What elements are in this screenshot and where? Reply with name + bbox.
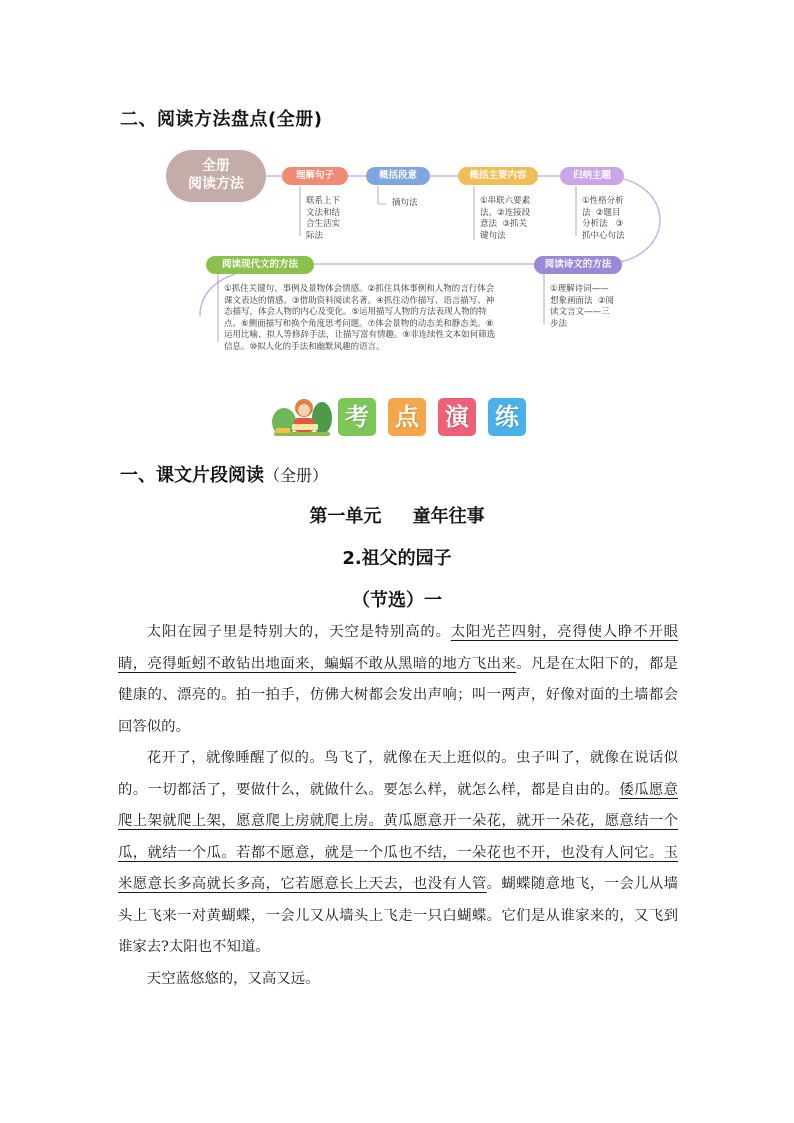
node-modern-text-method: 阅读现代文的方法 [206, 256, 314, 274]
section1-heading-main: 一、课文片段阅读 [120, 465, 264, 486]
unit-title: 第一单元 童年往事 [309, 506, 485, 527]
node-theme: 归纳主题 [560, 167, 624, 185]
paragraph-2 [118, 743, 678, 964]
leaf-paragraph-summary: 摘句法 [392, 198, 418, 208]
section1-heading-sub: （全册） [264, 466, 329, 485]
p1-text-a: 太阳在园子里是特别大的，天空是特别高的。 [146, 624, 451, 640]
excerpt-title: （节选）一 [352, 590, 442, 611]
tile-dian: 点 [388, 398, 426, 436]
section2-heading: 二、阅读方法盘点(全册) [120, 109, 323, 130]
leaf-understand-sentence: 联系上下 文法和结 合生活实 际法 [306, 196, 341, 241]
reading-girl-illustration [270, 392, 334, 438]
tile-yan: 演 [438, 398, 476, 436]
tile-kao: 考 [338, 398, 376, 436]
node-main-content: 概括主要内容 [458, 167, 538, 185]
node-understand-sentence: 理解句子 [282, 167, 348, 185]
leaf-poetry-method: ①理解诗词—— 想象画面法 ②阅 读文言文——三 步法 [550, 284, 615, 329]
p1-text-b: 。凡是在太阳下的，都是健康的、漂亮的。拍一拍手，仿佛大树都会发出声响；叫一两声，好像对面的土墙都会回答似的。 [118, 655, 678, 735]
p2-text-a: 花开了，就像睡醒了似的。鸟飞了，就像在天上逛似的。虫子叫了，就像在说话似的。一切都活了，要做什么，就做什么。要怎么样，就怎么样，都是自由的。 [118, 750, 678, 798]
lesson-title: 2.祖父的园子 [342, 548, 452, 569]
leaf-bracket-2 [378, 186, 386, 204]
mindmap-root [166, 150, 266, 202]
leaf-modern-text-method: ①抓住关键句、事例及景物体会情感。②抓住具体事例和人物的言行体会 课文表达的情感。③借助资料阅读名著。④抓住动作描写、语言描写、神 态描写，体会人物的内心及变化。⑤运用描写人物的方法表现人物的特 点。⑥侧面描写和换个角度思考问题。⑦体会景物的动态美和静态美。⑧ 运用比喻、拟人等修辞手法，让描写富有情趣。⑨非连续性文本如何筛选 信息。⑩拟人化的手法和幽默风趣的语言。 [224, 284, 496, 352]
node-paragraph-summary: 概括段意 [366, 167, 430, 185]
paragraph-3: 天空蓝悠悠的，又高又远。 [146, 970, 320, 987]
leaf-theme: ①性格分析 法 ②题目 分析法 ③ 抓中心句法 [582, 196, 625, 241]
node-poetry-method: 阅读诗文的方法 [534, 256, 622, 274]
tile-lian: 练 [488, 398, 526, 436]
leaf-main-content: ①串联六要素 法。②连接段 意法 ③抓关 键句法 [480, 196, 531, 241]
section1-heading [120, 461, 328, 487]
practice-banner [270, 392, 528, 438]
p2-underlined: 倭瓜愿意爬上架就爬上架，愿意爬上房就爬上房。黄瓜愿意开一朵花，就开一朵花，愿意结一个瓜，就结一个瓜。若都不愿意，就是一个瓜也不结，一朵花也不开，也没有人问它。玉米愿意长多高就长多高，它若愿意长上天去，也没有人管 [118, 781, 678, 892]
reading-methods-mindmap [160, 146, 690, 366]
root-line1: 全册 [202, 158, 230, 174]
excerpt-text [118, 617, 678, 995]
root-line2: 阅读方法 [188, 176, 244, 192]
paragraph-1 [118, 617, 678, 743]
p1-underlined: 太阳光芒四射，亮得使人睁不开眼睛，亮得蚯蚓不敢钻出地面来，蝙蝠不敢从黑暗的地方飞出来 [118, 624, 678, 672]
p2-text-b: 。蝴蝶随意地飞，一会儿从墙头上飞来一对黄蝴蝶，一会儿又从墙头上飞走一只白蝴蝶。它们是从谁家来的，又飞到谁家去?太阳也不知道。 [118, 876, 678, 955]
